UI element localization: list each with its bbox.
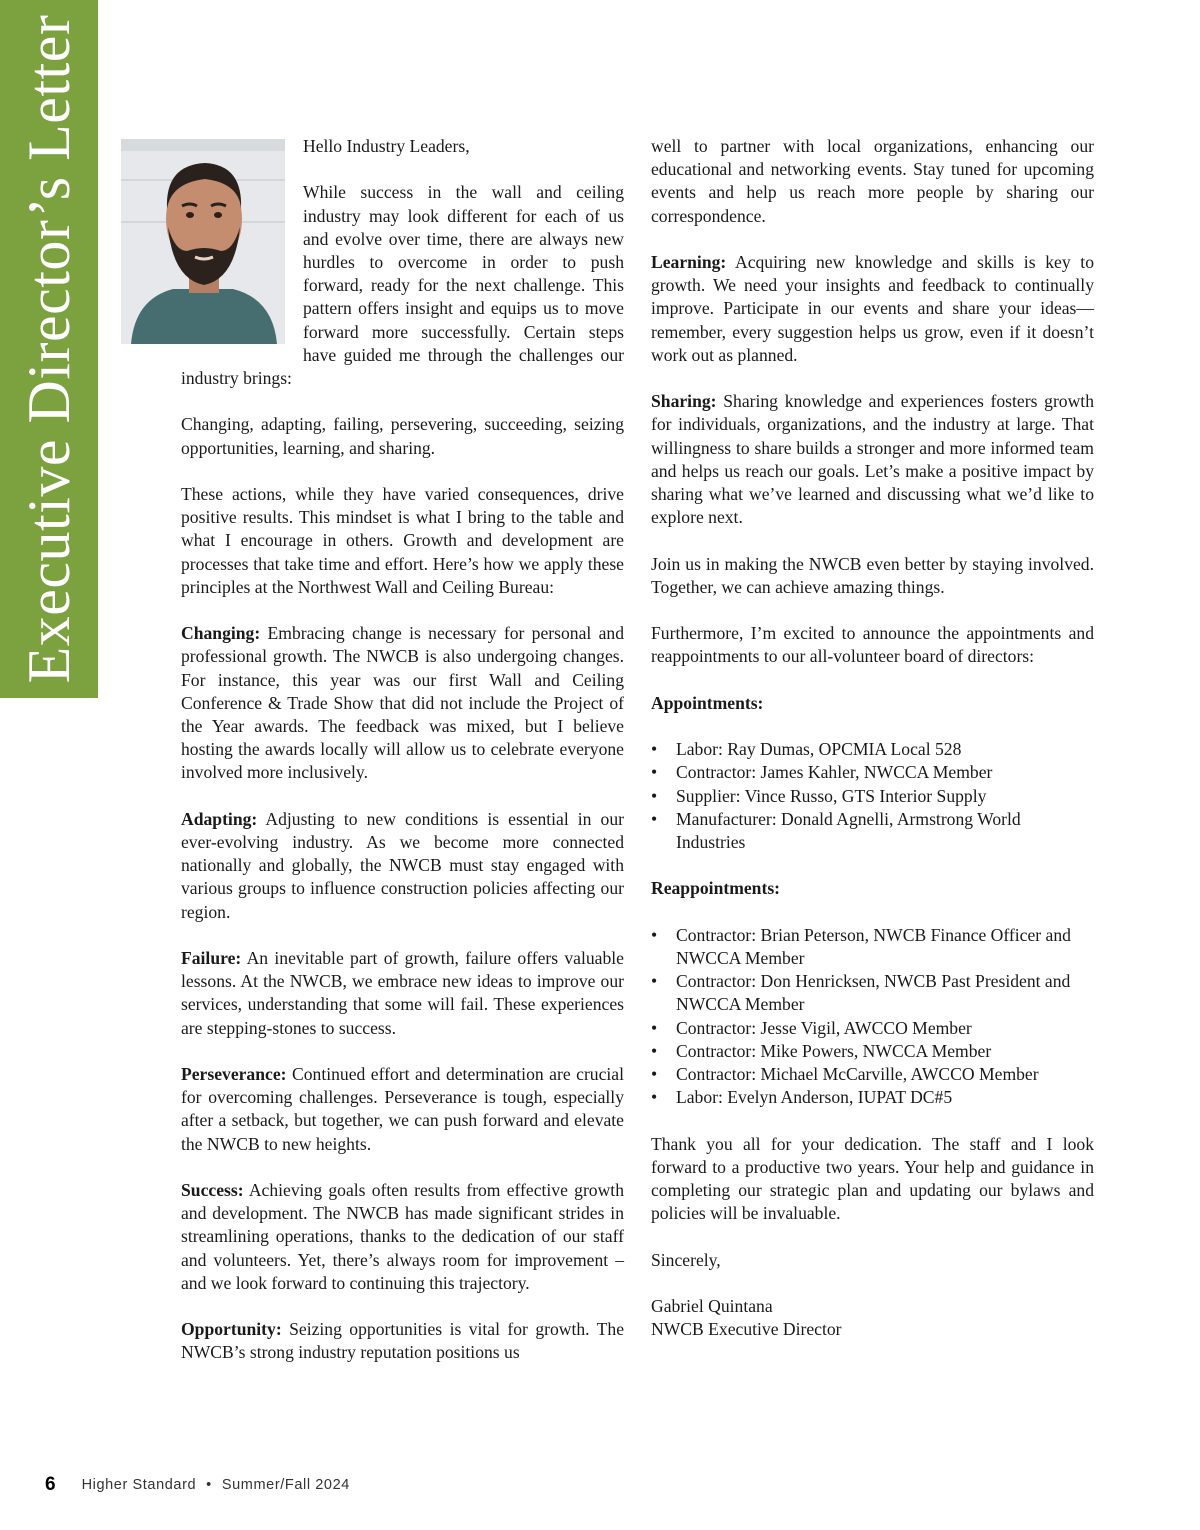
signer-title: NWCB Executive Director xyxy=(651,1319,842,1340)
page-footer xyxy=(45,1474,350,1496)
perseverance-label: Perseverance: xyxy=(181,1064,287,1085)
changing-paragraph xyxy=(181,622,624,784)
sharing-label: Sharing: xyxy=(651,391,717,412)
actions-paragraph: These actions, while they have varied consequences, drive positive results. This mindset is what I bring to the table and what I encourage in others. Growth and development are processes that take time and effort. Here’s how we apply these principles at the Northwest Wall and Ceiling Bureau: xyxy=(181,484,624,597)
adapting-text: Adjusting to new conditions is essential in our ever-evolving industry. As we become more connected nationally and globally, the NWCB must stay engaged with various groups to influence construction policies affecting our region. xyxy=(181,808,624,922)
page-number: 6 xyxy=(45,1474,56,1495)
section-tab xyxy=(0,0,98,698)
failure-paragraph xyxy=(181,947,624,1040)
list-item: • Labor: Evelyn Anderson, IUPAT DC#5 xyxy=(651,1086,1094,1109)
footer-separator: • xyxy=(206,1477,212,1493)
learning-label: Learning: xyxy=(651,252,727,272)
list-item: • Contractor: Michael McCarville, AWCCO Member xyxy=(651,1063,1094,1086)
adapting-label: Adapting: xyxy=(181,808,258,829)
opportunity-label: Opportunity: xyxy=(181,1319,282,1340)
learning-paragraph xyxy=(651,251,1094,367)
changing-label: Changing: xyxy=(181,623,261,644)
adapting-paragraph xyxy=(181,808,624,924)
perseverance-paragraph xyxy=(181,1063,624,1156)
intro-paragraph: While success in the wall and ceiling industry may look different for each of us and evolve over time, there are always new hurdles to overcome in order to push forward, ready for the next challenge. This pattern offers insight and equips us to move forward more successfully. Certain steps have guided me through the challenges our industry brings: xyxy=(181,182,624,389)
success-text: Achieving goals often results from effective growth and development. The NWCB has made significant strides in streamlining operations, thanks to the dedication of our staff and volunteers. Yet, there’s always room for improvement – and we look forward to continuing this trajectory. xyxy=(181,1180,624,1293)
failure-label: Failure: xyxy=(181,948,242,969)
thanks-paragraph: Thank you all for your dedication. The staff and I look forward to a productive two years. Your help and guidance in completing our strategic plan and updating our bylaws and policies will be invaluable. xyxy=(651,1133,1094,1224)
portrait-image xyxy=(121,139,285,344)
perseverance-text: Continued effort and determination are crucial for overcoming challenges. Perseverance is tough, especially after a setback, but together, we can push forward and elevate the NWCB to new heights. xyxy=(181,1064,624,1154)
list-item: • Contractor: Brian Peterson, NWCB Finance Officer and NWCCA Member xyxy=(651,924,1094,970)
steps-paragraph: Changing, adapting, failing, persevering, succeeding, seizing opportunities, learning, and sharing. xyxy=(181,414,624,458)
publication-name: Higher Standard xyxy=(81,1477,197,1493)
list-item: • Contractor: Mike Powers, NWCCA Member xyxy=(651,1040,1094,1063)
signer-name: Gabriel Quintana xyxy=(651,1295,773,1316)
issue-label: Summer/Fall 2024 xyxy=(221,1477,350,1493)
list-item: • Labor: Ray Dumas, OPCMIA Local 528 xyxy=(651,738,1094,761)
reappointments-list xyxy=(651,924,1094,1110)
closing: Sincerely, xyxy=(651,1249,721,1270)
opportunity-paragraph xyxy=(181,1318,624,1364)
opportunity-continued: well to partner with local organizations, enhancing our educational and networking events. Stay tuned for upcoming events and help us reach more people by sharing our correspondence. xyxy=(651,136,1094,226)
greeting: Hello Industry Leaders, xyxy=(303,136,470,156)
section-title: Executive Director’s Letter xyxy=(16,14,82,684)
appointments-heading-text: Appointments: xyxy=(651,692,764,713)
success-paragraph xyxy=(181,1179,624,1295)
list-item: • Contractor: James Kahler, NWCCA Member xyxy=(651,761,1094,784)
furthermore-paragraph: Furthermore, I’m excited to announce the appointments and reappointments to our all-volunteer board of directors: xyxy=(651,623,1094,667)
reappointments-heading-text: Reappointments: xyxy=(651,878,781,899)
sharing-paragraph xyxy=(651,390,1094,529)
appointments-heading xyxy=(651,692,1094,715)
left-column xyxy=(181,135,624,1388)
reappointments-heading xyxy=(651,877,1094,900)
list-item: • Manufacturer: Donald Agnelli, Armstrong World Industries xyxy=(651,808,1094,854)
list-item: • Supplier: Vince Russo, GTS Interior Supply xyxy=(651,785,1094,808)
author-photo xyxy=(121,139,285,344)
join-paragraph: Join us in making the NWCB even better by staying involved. Together, we can achieve amazing things. xyxy=(651,553,1094,597)
failure-text: An inevitable part of growth, failure offers valuable lessons. At the NWCB, we embrace new ideas to improve our services, understanding that some will fail. These experiences are stepping-stones to success. xyxy=(181,948,624,1038)
right-column xyxy=(651,135,1094,1341)
success-label: Success: xyxy=(181,1180,244,1201)
list-item: • Contractor: Don Henricksen, NWCB Past President and NWCCA Member xyxy=(651,970,1094,1016)
list-item: • Contractor: Jesse Vigil, AWCCO Member xyxy=(651,1017,1094,1040)
learning-text: Acquiring new knowledge and skills is key to growth. We need your insights and feedback to continually improve. Participate in our events and share your ideas—remember, every suggestion helps us grow, even if it doesn’t work out as planned. xyxy=(651,252,1094,365)
appointments-list xyxy=(651,738,1094,854)
changing-text: Embracing change is necessary for personal and professional growth. The NWCB is also undergoing changes. For instance, this year was our first Wall and Ceiling Conference & Trade Show that did not include the Project of the Year awards. The feedback was mixed, but I believe hosting the awards locally will allow us to celebrate everyone involved more inclusively. xyxy=(181,623,624,783)
sharing-text: Sharing knowledge and experiences fosters growth for individuals, organizations, and the industry at large. That willingness to share builds a stronger and more informed team and helps us reach our goals. Let’s make a positive impact by sharing what we’ve learned and discussing what we’d like to explore next. xyxy=(651,391,1094,528)
opportunity-text: Seizing opportunities is vital for growth. The NWCB’s strong industry reputation positions us xyxy=(181,1319,624,1363)
